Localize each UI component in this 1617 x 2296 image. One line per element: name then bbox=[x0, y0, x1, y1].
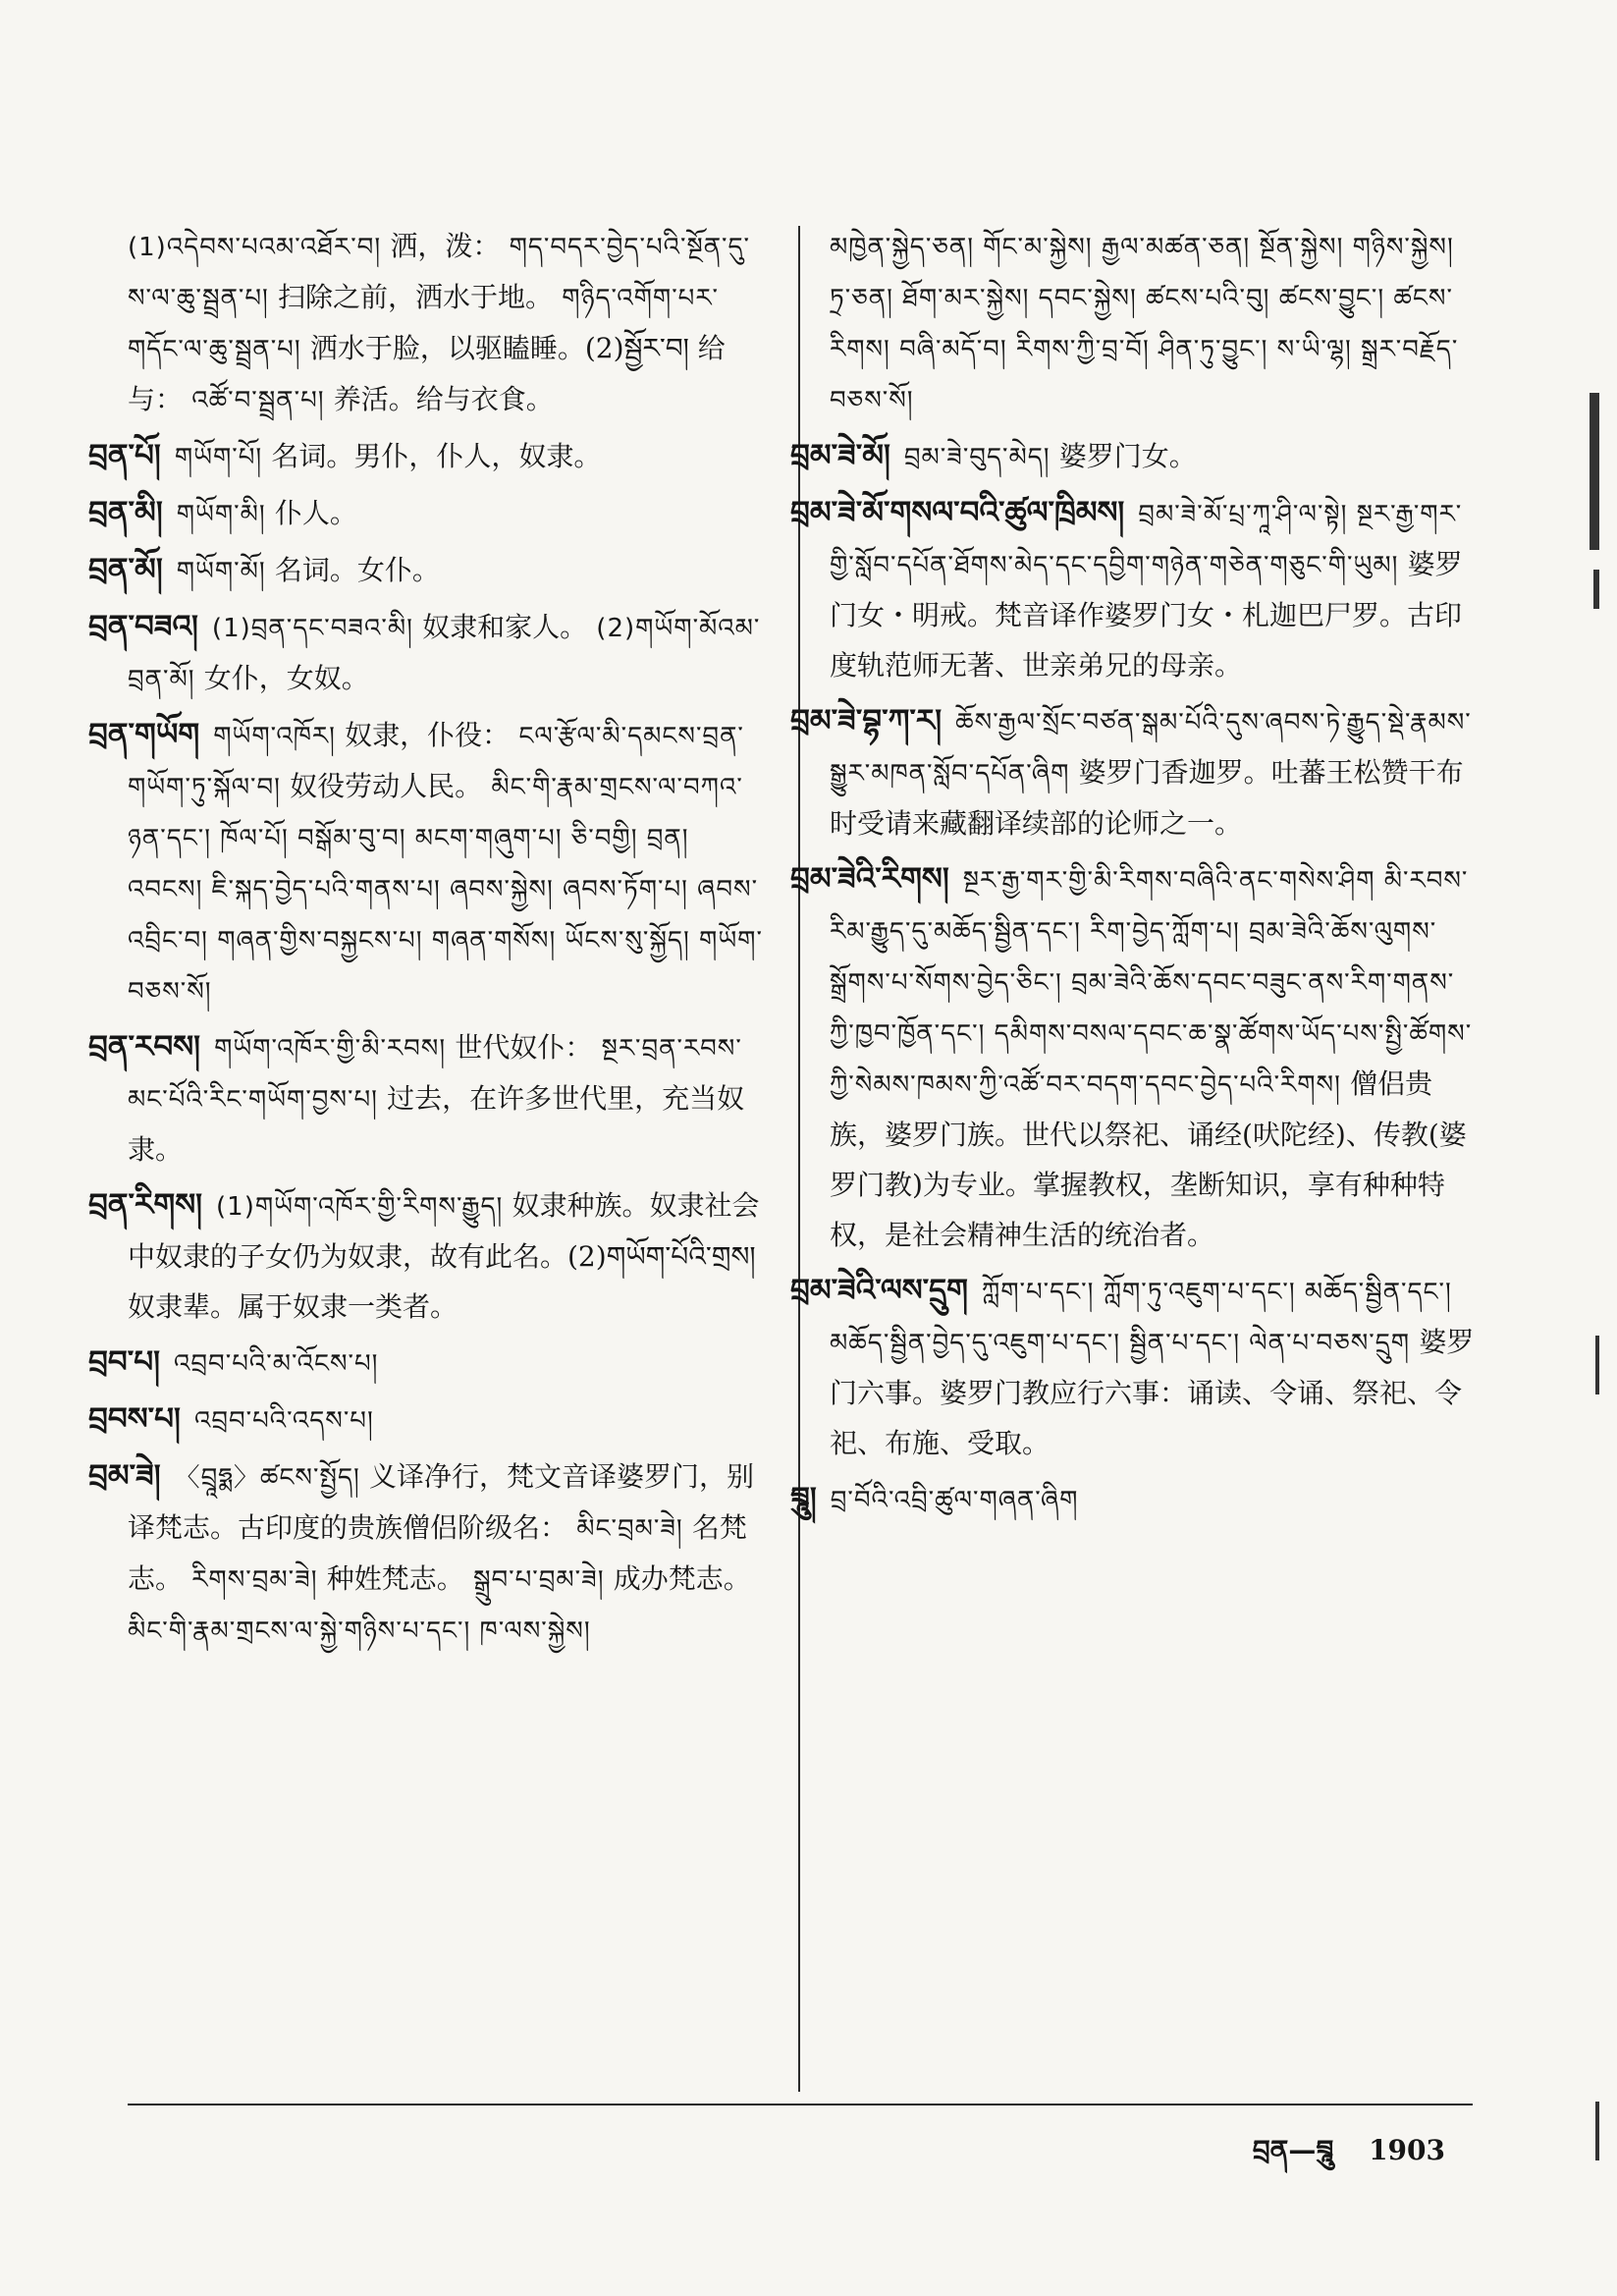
chinese-gloss: 名梵志。 bbox=[128, 1511, 747, 1595]
dictionary-entry bbox=[830, 221, 1478, 425]
chinese-gloss: 婆罗门女。 bbox=[1058, 440, 1197, 472]
chinese-gloss: 养活。给与衣食。 bbox=[333, 383, 554, 415]
tibetan-text: མཁྱེན་སྐྱེད་ཅན། གོང་མ་སྐྱེས། རྒྱལ་མཚན་ཅན། སྔོན་སྐྱེས། གཉིས་སྐྱེས། ཏྲ་ཅན། ཐོག་མར་སྐྱེས། དབང་སྐྱེས། ཚངས་པའི་བུ། ཚངས་བྱུང་། ཚངས་རིགས། བཞི་མདོ་བ། རིགས་ཀྱི་བྲ་བོ། ཤིན་ཏུ་བྱུང་། ས་ཡི་ལྷ། སྒྲར་བརྗོད་བཅས་སོ། bbox=[830, 233, 1459, 415]
tibetan-text: (1)བྲན་དང་བཟའ་མི། bbox=[211, 614, 413, 643]
tibetan-text: མིང་བྲམ་ཟེ། bbox=[576, 1514, 683, 1544]
entry-headword: བྲན་མོ། bbox=[88, 552, 163, 587]
tibetan-text: (2)གཡོག་མོའམ་བྲན་མོ། bbox=[128, 614, 761, 694]
chinese-gloss: 洒，泼： bbox=[390, 230, 501, 262]
dictionary-entry bbox=[790, 696, 1478, 848]
dictionary-entry bbox=[88, 1394, 766, 1446]
entry-headword: བྲན་མི། bbox=[88, 495, 163, 530]
tibetan-text: སྔར་བྲན་རབས་མང་པོའི་རིང་གཡོག་བྱས་པ། bbox=[128, 1034, 742, 1115]
entry-headword: བྲན་བཟའ། bbox=[88, 609, 198, 644]
tibetan-text: གཡོག་འཁོར་གྱི་མི་རབས། bbox=[214, 1034, 447, 1064]
chinese-gloss: 女仆，女奴。 bbox=[203, 662, 369, 694]
tibetan-text: རིགས་བྲམ་ཟེ། bbox=[191, 1565, 318, 1595]
chinese-gloss: 婆罗门六事。婆罗门教应行六事：诵读、令诵、祭祀、令祀、布施、受取。 bbox=[830, 1326, 1475, 1459]
chinese-gloss: 婆罗门女・明戒。梵音译作婆罗门女・札迦巴尸罗。古印度轨范师无著、世亲弟兄的母亲。 bbox=[830, 548, 1463, 682]
tibetan-text: (1)འདེབས་པའམ་འཐོར་བ། bbox=[128, 233, 382, 262]
headword-range: བྲན—བྲཱུ bbox=[1252, 2134, 1334, 2166]
tibetan-text: བྲམ་ཟེ་མོ་པྲ་ཀཱ་ཤི་ལ་སྟེ། སྔར་རྒྱ་གར་གྱི་སློབ་དཔོན་ཐོགས་མེད་དང་དབྱིག་གཉེན་གཅེན་གཅུང་གི་ཡུམ། bbox=[830, 500, 1463, 580]
entry-headword: བྲན་རབས། bbox=[88, 1029, 201, 1065]
tibetan-text: གཉིད་འགོག་པར་གདོང་ལ་ཆུ་སྦྲན་པ། bbox=[128, 284, 719, 364]
binding-edge-marks bbox=[1586, 59, 1599, 2219]
chinese-gloss: 奴隶和家人。 bbox=[422, 611, 588, 643]
chinese-gloss: 奴隶，仆役： bbox=[345, 719, 511, 751]
page-footer bbox=[1253, 2119, 1445, 2197]
tibetan-text: བྲམ་ཟེ་བུད་མེད། bbox=[903, 443, 1051, 472]
dictionary-entry bbox=[88, 488, 766, 539]
chinese-gloss: 婆罗门香迦罗。吐蕃王松赞干布时受请来藏翻译续部的论师之一。 bbox=[830, 756, 1464, 840]
dictionary-entry bbox=[790, 1266, 1478, 1468]
entry-headword: བྲམ་ཟེ་མོ། bbox=[790, 438, 890, 473]
entry-headword: བྲམ་ཟེ་མོ་གསལ་བའི་ཚུལ་ཁྲིམས། bbox=[790, 495, 1125, 530]
tibetan-text: གཡོག་འཁོར། bbox=[213, 722, 346, 751]
tibetan-text: ངལ་རྩོལ་མི་དམངས་བྲན་གཡོག་ཏུ་སྐོལ་བ། bbox=[128, 722, 744, 802]
left-column bbox=[88, 221, 766, 1662]
tibetan-text: (1)གཡོག་འཁོར་གྱི་རིགས་རྒྱུད། bbox=[216, 1192, 504, 1222]
dictionary-entry bbox=[88, 1451, 766, 1656]
chinese-gloss: 世代奴仆： bbox=[455, 1031, 593, 1064]
dictionary-entry bbox=[128, 221, 766, 425]
chinese-gloss: 奴隶种族。奴隶社会中奴隶的子女仍为奴隶，故有此名。(2)གཡོག་པོའི་གྲས། 奴隶辈。属于奴隶一类者。 bbox=[128, 1189, 760, 1323]
tibetan-text: སྒྲུབ་པ་བྲམ་ཟེ། bbox=[472, 1565, 605, 1595]
dictionary-entry bbox=[790, 1474, 1478, 1525]
chinese-gloss: 义译净行，梵文音译婆罗门，别译梵志。古印度的贵族僧侣阶级名： bbox=[128, 1460, 755, 1544]
tibetan-text: བྲ་བོའི་འབྲི་ཚུལ་གཞན་ཞིག bbox=[830, 1486, 1079, 1515]
dictionary-entry bbox=[88, 710, 766, 1016]
dictionary-entry bbox=[790, 854, 1478, 1260]
dictionary-entry bbox=[88, 1338, 766, 1389]
chinese-gloss: 名词。女仆。 bbox=[274, 554, 440, 586]
dictionary-entry bbox=[790, 431, 1478, 482]
chinese-gloss: 扫除之前，洒水于地。 bbox=[278, 281, 554, 313]
tibetan-text: མིང་གི་རྣམ་གྲངས་ལ་བཀའ་ཉན་དང་། ཁོལ་པོ། བསྒོམ་བུ་བ། མངག་གཞུག་པ། ཅི་བགྱི། བྲན། འབངས། ཇི་སྐད་བྱེད་པའི་གནས་པ། ཞབས་སྐྱེས། ཞབས་ཏོག་པ། ཞབས་འབྲིང་བ། གཞན་གྱིས་བསྐྱངས་པ། གཞན་གསོས། ཡོངས་སུ་སྐྱོད། གཡོག་བཅས་སོ། bbox=[128, 773, 763, 1007]
entry-headword: བྲན་རིགས། bbox=[88, 1187, 203, 1223]
tibetan-text: གཡོག་མོ། bbox=[176, 557, 266, 586]
entry-headword: བྲན་པོ། bbox=[88, 438, 161, 473]
chinese-gloss: 成办梵志。 bbox=[613, 1562, 751, 1595]
entry-headword: བྲམ་ཟེའི་ལས་དྲུག bbox=[790, 1273, 968, 1308]
right-column bbox=[790, 221, 1478, 1531]
dictionary-entry bbox=[88, 602, 766, 704]
dictionary-entry bbox=[88, 1180, 766, 1332]
tibetan-text: འཚོ་བ་སྦྲན་པ། bbox=[191, 386, 325, 415]
chinese-gloss: 洒水于脸，以驱瞌睡。(2)སྦྱོར་བ། 给与： bbox=[128, 332, 726, 415]
entry-headword: བྲམ་ཟེའི་རིགས། bbox=[790, 861, 949, 897]
chinese-gloss: 种姓梵志。 bbox=[326, 1562, 464, 1595]
dictionary-entry bbox=[88, 545, 766, 596]
tibetan-text: མིང་གི་རྣམ་གྲངས་ལ་སྐྱེ་གཉིས་པ་དང་། ཁ་ལས་སྐྱེས། bbox=[128, 1616, 591, 1646]
chinese-gloss: 过去，在许多世代里，充当奴隶。 bbox=[128, 1082, 745, 1166]
chinese-gloss: 奴役劳动人民。 bbox=[290, 770, 483, 802]
dictionary-entry bbox=[88, 1022, 766, 1175]
entry-headword: བྲབས་པ། bbox=[88, 1401, 181, 1437]
entry-headword: བྲམ་ཟེ་བྷ་ཀ་ར། bbox=[790, 703, 943, 738]
chinese-gloss: 仆人。 bbox=[274, 497, 357, 529]
tibetan-text: གཡོག་པོ། bbox=[174, 443, 263, 472]
tibetan-text: འབྲབ་པའི་མ་འོངས་པ། bbox=[174, 1349, 379, 1379]
chinese-gloss: 名词。男仆，仆人，奴隶。 bbox=[271, 440, 602, 472]
footer-rule bbox=[128, 2104, 1473, 2105]
tibetan-text: ཀློག་པ་དང་། ཀློག་ཏུ་འཇུག་པ་དང་། མཆོད་སྦྱིན་དང་། མཆོད་སྦྱིན་བྱེད་དུ་འཇུག་པ་དང་། སྦྱིན་པ་དང་། ལེན་པ་བཅས་དྲུག bbox=[830, 1278, 1452, 1358]
tibetan-text: གཡོག་མི། bbox=[176, 500, 266, 529]
entry-headword: བྲམ་ཟེ། bbox=[88, 1458, 161, 1494]
tibetan-text: སྔར་རྒྱ་གར་གྱི་མི་རིགས་བཞིའི་ནང་གསེས་ཤིག མི་རབས་རིམ་རྒྱུད་དུ་མཆོད་སྦྱིན་དང་། རིག་བྱེད་ཀློག་པ། བྲམ་ཟེའི་ཆོས་ལུགས་སྒྲོགས་པ་སོགས་བྱེད་ཅིང་། བྲམ་ཟེའི་ཆོས་དབང་བཟུང་ནས་རིག་གནས་ཀྱི་ཁྱབ་ཁྱོན་དང་། དམིགས་བསལ་དབང་ཆ་སྣ་ཚོགས་ཡོད་པས་སྤྱི་ཚོགས་ཀྱི་སེམས་ཁམས་ཀྱི་འཚོ་བར་བདག་དབང་བྱེད་པའི་རིགས། bbox=[830, 866, 1473, 1100]
page-number: 1903 bbox=[1369, 2134, 1445, 2166]
entry-headword: བྲན་གཡོག bbox=[88, 717, 200, 752]
tibetan-text: གད་བདར་བྱེད་པའི་སྔོན་དུ་ས་ལ་ཆུ་སྦྲན་པ། bbox=[128, 233, 751, 313]
dictionary-entry bbox=[88, 431, 766, 482]
entry-headword: བྲབ་པ། bbox=[88, 1344, 161, 1380]
tibetan-text: 〈བྲཱཧྨ〉ཚངས་སྤྱོད། bbox=[174, 1463, 360, 1493]
tibetan-text: འབྲབ་པའི་འདས་པ། bbox=[193, 1406, 374, 1436]
tibetan-text: ཆོས་རྒྱལ་སྲོང་བཙན་སྒམ་པོའི་དུས་ཞབས་ཏེ་རྒྱུད་སྡེ་རྣམས་སྒྱུར་མཁན་སློབ་དཔོན་ཞིག bbox=[830, 708, 1472, 789]
chinese-gloss: 僧侣贵族，婆罗门族。世代以祭祀、诵经(吠陀经)、传教(婆罗门教)为专业。掌握教权，垄断知识，享有种种特权，是社会精神生活的统治者。 bbox=[830, 1067, 1467, 1251]
dictionary-entry bbox=[790, 488, 1478, 690]
entry-headword: བྲཱུ། bbox=[790, 1481, 817, 1516]
